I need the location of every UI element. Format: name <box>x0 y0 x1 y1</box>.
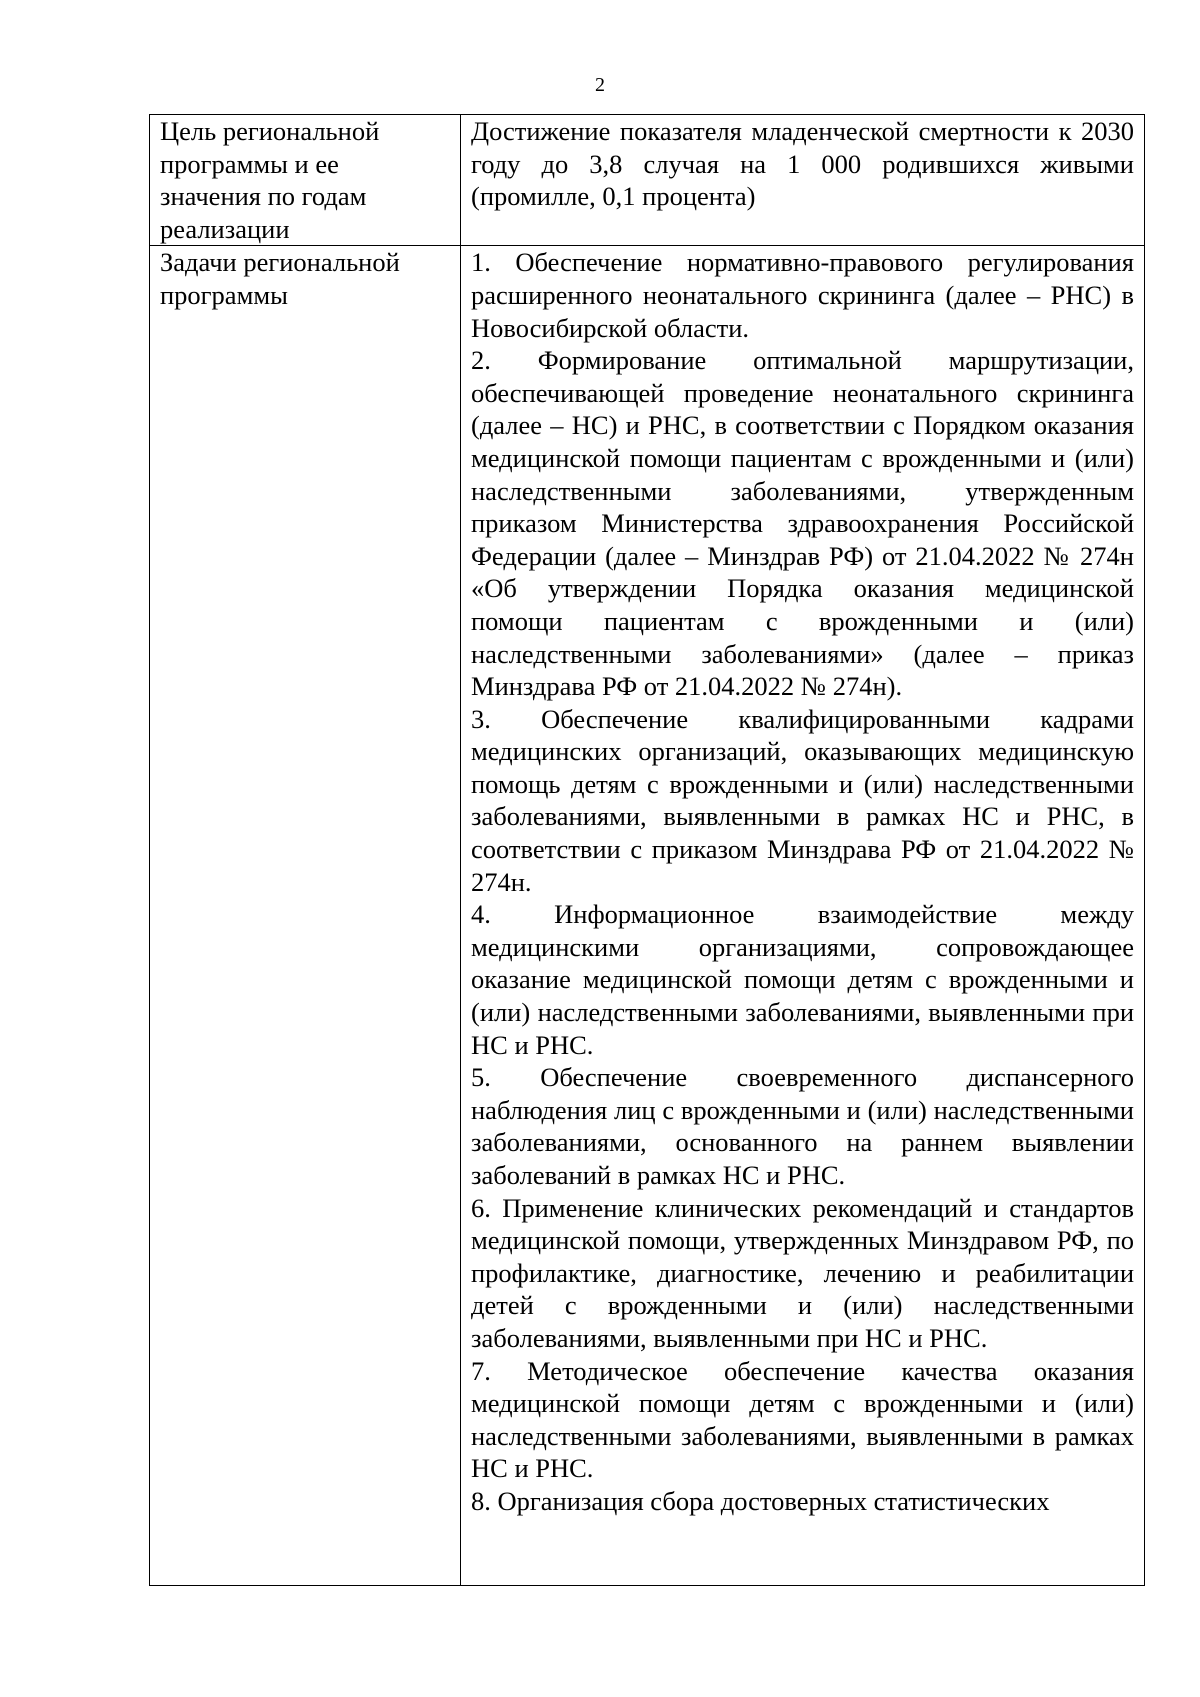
goal-text: Достижение показателя младенческой смертности к 2030 году до 3,8 случая на 1 000 родившихся живыми (промилле, 0,1 процента) <box>471 116 1134 212</box>
task-item-8: 8. Организация сбора достоверных статистических <box>471 1485 1050 1516</box>
task-item-2: 2. Формирование оптимальной маршрутизации, обеспечивающей проведение неонатального скрининга (далее – НС) и РНС, в соответствии с Порядком оказания медицинской помощи пациентам с врожденными и (или) наследственными заболеваниями, утвержденным приказом Министерства здравоохранения Российской Федерации (далее – Минздрав РФ) от 21.04.2022 № 274н «Об утверждении Порядка оказания медицинской помощи пациентам с врожденными и (или) наследственными заболеваниями» (далее – приказ Минздрава РФ от 21.04.2022 № 274н). <box>471 345 1134 702</box>
table-row-tasks <box>150 246 1145 1586</box>
row-label-goal-text: Цель региональной программы и ее значения по годам реализации <box>160 116 380 244</box>
task-item-3: 3. Обеспечение квалифицированными кадрами медицинских организаций, оказывающих медицинскую помощь детям с врожденными и (или) наследственными заболеваниями, выявленными в рамках НС и РНС, в соответствии с приказом Минздрава РФ от 21.04.2022 № 274н. <box>471 703 1134 897</box>
row-label-tasks-text: Задачи региональной программы <box>160 247 400 310</box>
task-item-4: 4. Информационное взаимодействие между медицинскими организациями, сопровождающее оказание медицинской помощи детям с врожденными и (или) наследственными заболеваниями, выявленными при НС и РНС. <box>471 899 1134 1060</box>
table-row-goal <box>150 115 1145 246</box>
row-value-tasks <box>461 246 1145 1586</box>
program-table <box>149 114 1145 1586</box>
task-item-5: 5. Обеспечение своевременного диспансерного наблюдения лиц с врожденными и (или) наследственными заболеваниями, основанного на раннем выявлении заболеваний в рамках НС и РНС. <box>471 1062 1134 1190</box>
task-item-7: 7. Методическое обеспечение качества оказания медицинской помощи детям с врожденными и (или) наследственными заболеваниями, выявленными в рамках НС и РНС. <box>471 1355 1134 1484</box>
row-value-goal <box>461 115 1145 246</box>
task-item-1: 1. Обеспечение нормативно-правового регулирования расширенного неонатального скрининга (далее – РНС) в Новосибирской области. <box>471 247 1134 343</box>
page-number: 2 <box>595 74 605 96</box>
row-label-tasks <box>150 246 461 1586</box>
task-item-6: 6. Применение клинических рекомендаций и стандартов медицинской помощи, утвержденных Минздравом РФ, по профилактике, диагностике, лечению и реабилитации детей с врожденными и (или) наследственными заболеваниями, выявленными при НС и РНС. <box>471 1192 1134 1353</box>
row-label-goal <box>150 115 461 246</box>
